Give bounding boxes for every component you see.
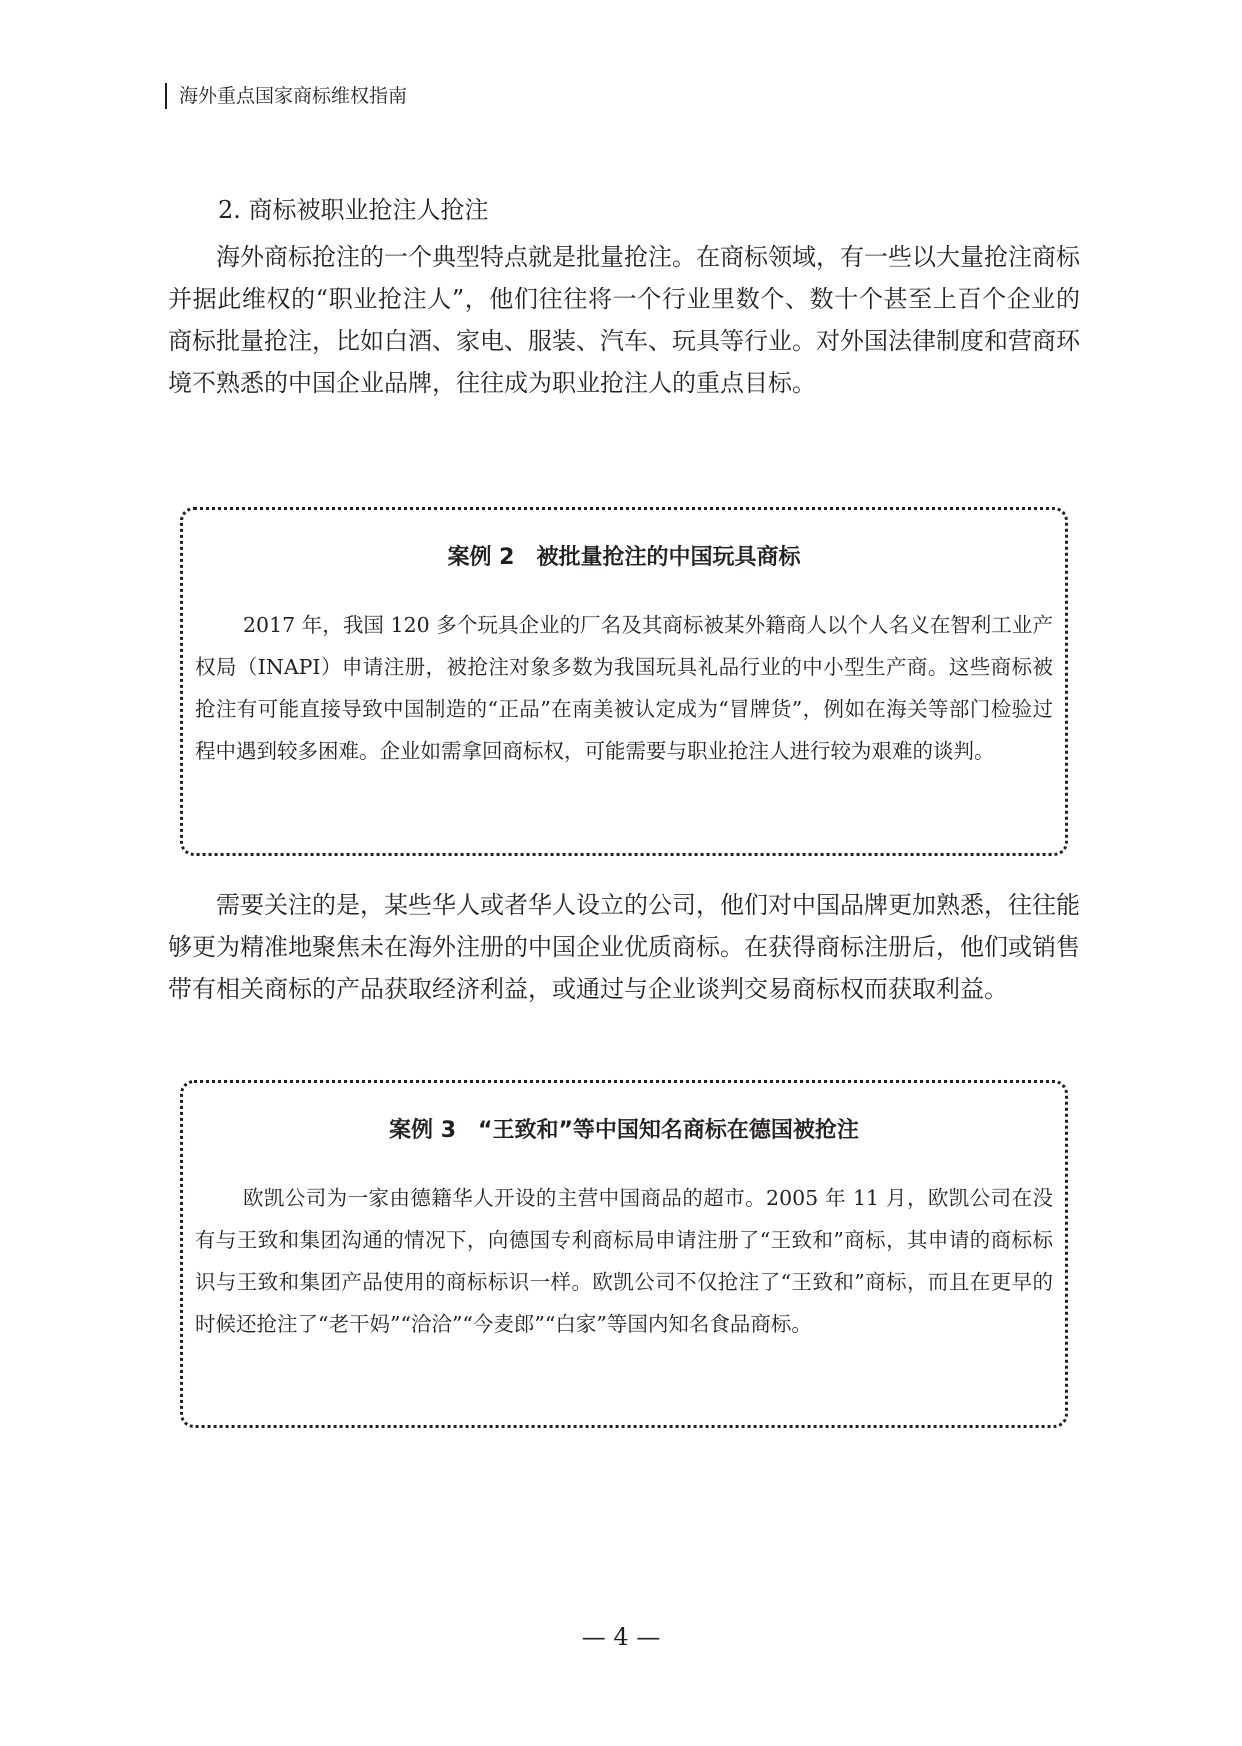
case-text: 2017 年，我国 120 多个玩具企业的厂名及其商标被某外籍商人以个人名义在智利工业产权局（INAPI）申请注册，被抢注对象多数为我国玩具礼品行业的中小型生产商。这些商标被抢注有可能直接导致中国制造的“正品”在南美被认定成为“冒牌货”，例如在海关等部门检验过程中遇到较多困难。企业如需拿回商标权，可能需要与职业抢注人进行较为艰难的谈判。 bbox=[195, 613, 1053, 763]
case-title: 案例 2 被批量抢注的中国玩具商标 bbox=[447, 545, 801, 570]
page-number: — 4 — bbox=[581, 1623, 661, 1651]
running-header: 海外重点国家商标维权指南 bbox=[165, 83, 407, 109]
case-box-2 bbox=[180, 507, 1068, 856]
body-paragraph-1: 海外商标抢注的一个典型特点就是批量抢注。在商标领域，有一些以大量抢注商标并据此维权的“职业抢注人”，他们往往将一个行业里数个、数十个甚至上百个企业的商标批量抢注，比如白酒、家电、服装、汽车、玩具等行业。对外国法律制度和营商环境不熟悉的中国企业品牌，往往成为职业抢注人的重点目标。 bbox=[168, 243, 1080, 397]
section-heading: 2. 商标被职业抢注人抢注 bbox=[218, 196, 489, 224]
case-box-3 bbox=[180, 1080, 1068, 1428]
body-paragraph-2: 需要关注的是，某些华人或者华人设立的公司，他们对中国品牌更加熟悉，往往能够更为精准地聚焦未在海外注册的中国企业优质商标。在获得商标注册后，他们或销售带有相关商标的产品获取经济利益，或通过与企业谈判交易商标权而获取利益。 bbox=[168, 891, 1080, 1003]
case-title: 案例 3 “王致和”等中国知名商标在德国被抢注 bbox=[389, 1118, 859, 1143]
case-text: 欧凯公司为一家由德籍华人开设的主营中国商品的超市。2005 年 11 月，欧凯公司在没有与王致和集团沟通的情况下，向德国专利商标局申请注册了“王致和”商标，其申请的商标标识与王致和集团产品使用的商标标识一样。欧凯公司不仅抢注了“王致和”商标，而且在更早的时候还抢注了“老干妈”“洽洽”“今麦郎”“白家”等国内知名食品商标。 bbox=[195, 1186, 1053, 1336]
